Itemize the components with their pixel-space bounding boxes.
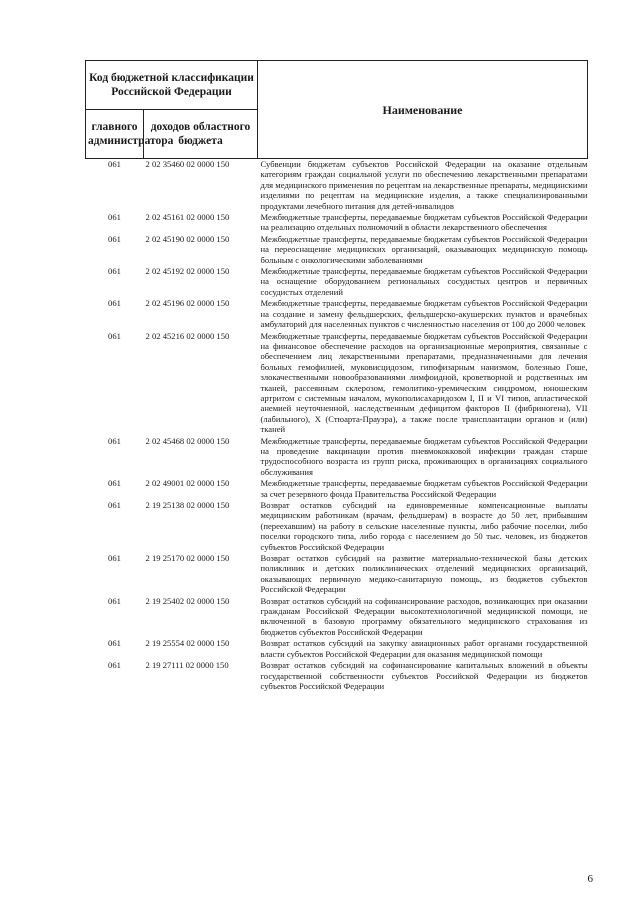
admin-code-cell: 061: [108, 500, 121, 510]
header-budget-code-group: Код бюджетной классификации Российской Федерации: [86, 61, 258, 110]
income-name-cell: Межбюджетные трансферты, передаваемые бюджетам субъектов Российской Федерации на реализацию отдельных полномочий в области лекарственного обеспечения: [260, 212, 588, 233]
budget-classification-table: [85, 60, 588, 692]
table-row: [86, 331, 588, 436]
income-code-cell: 2 02 45161 02 0000 150: [145, 212, 230, 223]
table-body: [86, 159, 588, 693]
page-number: 6: [587, 873, 593, 885]
table-row: [86, 234, 588, 266]
income-name-cell: Возврат остатков субсидий на закупку авиационных работ органами государственной власти субъектов Российской Федерации для оказания медицинской помощи: [260, 638, 588, 659]
income-name-cell: Межбюджетные трансферты, передаваемые бюджетам субъектов Российской Федерации на оснащение оборудованием региональных сосудистых центров и первичных сосудистых отделений: [260, 266, 588, 297]
income-code-cell: 2 19 25554 02 0000 150: [145, 638, 230, 649]
income-name-cell: Возврат остатков субсидий на софинансирование капитальных вложений в объекты государственной собственности субъектов Российской Федерации из бюджетов субъектов Российской Федерации: [260, 660, 588, 691]
table-row: [86, 159, 588, 213]
table-row: [86, 436, 588, 479]
table-row: [86, 266, 588, 298]
income-name-cell: Межбюджетные трансферты, передаваемые бюджетам субъектов Российской Федерации на финансовое обеспечение расходов на организационные мероприятия, связанные с обеспечением лиц лекарственными препаратами, предназначенными для лечения больных гемофилией, муковисцидозом, гипофизарным нанизмом, болезнью Гоше, злокачественными новообразованиями лимфоидной, кроветворной и родственных им тканей, рассеянным склерозом, гемолитико-уремическим синдромом, юношеским артритом с системным началом, мукополисахаридозом I, II и VI типов, апластической анемией неуточненной, наследственным дефицитом факторов II (фибриногена), VII (лабильного), X (Стюарта-Прауэра), а также после трансплантации органов и (или) тканей: [260, 330, 588, 435]
income-code-cell: 2 02 45468 02 0000 150: [145, 435, 230, 446]
income-name-cell: Межбюджетные трансферты, передаваемые бюджетам субъектов Российской Федерации на переоснащение медицинских организаций, оказывающих медицинскую помощь больным с онкологическими заболеваниями: [260, 233, 588, 265]
admin-code-cell: 061: [108, 212, 121, 223]
income-code-cell: 2 02 35460 02 0000 150: [145, 159, 230, 169]
table-header: [86, 61, 588, 159]
income-code-cell: 2 19 25138 02 0000 150: [145, 500, 230, 510]
income-code-cell: 2 02 45192 02 0000 150: [145, 266, 230, 277]
income-code-cell: 2 02 45190 02 0000 150: [145, 233, 230, 244]
income-code-cell: 2 02 45216 02 0000 150: [145, 330, 230, 341]
admin-code-cell: 061: [108, 660, 121, 671]
table-row: [86, 638, 588, 660]
income-name-cell: Возврат остатков субсидий на единовременные компенсационные выплаты медицинским работникам (врачам, фельдшерам) в возрасте до 50 лет, прибывшим (переехавшим) на работу в сельские населенные пункты, либо рабочие поселки, либо поселки городского типа, либо города с населением до 50 тыс. человек, из бюджетов субъектов Российской Федерации: [260, 500, 588, 552]
admin-code-cell: 061: [108, 266, 121, 277]
table-row: [86, 478, 588, 500]
income-code-cell: 2 02 49001 02 0000 150: [145, 478, 230, 489]
admin-code-cell: 061: [108, 595, 121, 606]
income-code-cell: 2 02 45196 02 0000 150: [145, 298, 230, 309]
income-name-cell: Межбюджетные трансферты, передаваемые бюджетам субъектов Российской Федерации за счет резервного фонда Правительства Российской Федерации: [260, 478, 588, 499]
table-row: [86, 500, 588, 553]
income-name-cell: Возврат остатков субсидий на развитие материально-технической базы детских поликлиник и детских поликлинических отделений медицинских организаций, оказывающих первичную медико-санитарную помощь, из бюджетов субъектов Российской Федерации: [260, 553, 588, 595]
income-name-cell: Возврат остатков субсидий на софинансирование расходов, возникающих при оказании гражданам Российской Федерации высокотехнологичной медицинской помощи, не включенной в базовую программу обязательного медицинского страхования из бюджетов субъектов Российской Федерации: [260, 595, 588, 637]
table-row: [86, 660, 588, 692]
admin-code-cell: 061: [108, 553, 121, 564]
admin-code-cell: 061: [108, 435, 121, 446]
table-row: [86, 596, 588, 639]
header-name: Наименование: [258, 61, 588, 159]
income-name-cell: Субвенции бюджетам субъектов Российской Федерации на оказание отдельным категориям граждан социальной услуги по обеспечению лекарственными препаратами для медицинского применения по рецептам на лекарственные препараты, медицинскими изделиями по рецептам на медицинские изделия, а также специализированными продуктами лечебного питания для детей-инвалидов: [260, 159, 588, 211]
table-row: [86, 298, 588, 330]
table-row: [86, 212, 588, 234]
income-name-cell: Межбюджетные трансферты, передаваемые бюджетам субъектов Российской Федерации на проведение вакцинации против пневмококковой инфекции граждан старше трудоспособного возраста из групп риска, проживающих в организациях социального обслуживания: [260, 435, 588, 477]
header-regional-budget-income: доходов областного бюджета: [144, 110, 258, 159]
admin-code-cell: 061: [108, 233, 121, 244]
admin-code-cell: 061: [108, 298, 121, 309]
admin-code-cell: 061: [108, 478, 121, 489]
admin-code-cell: 061: [108, 638, 121, 649]
table-row: [86, 553, 588, 596]
income-code-cell: 2 19 25170 02 0000 150: [145, 553, 230, 564]
admin-code-cell: 061: [108, 330, 121, 341]
header-main-administrator: главного администратора: [86, 110, 144, 159]
admin-code-cell: 061: [108, 159, 121, 169]
income-code-cell: 2 19 25402 02 0000 150: [145, 595, 230, 606]
income-code-cell: 2 19 27111 02 0000 150: [145, 660, 229, 671]
income-name-cell: Межбюджетные трансферты, передаваемые бюджетам субъектов Российской Федерации на создание и замену фельдшерских, фельдшерско-акушерских пунктов и врачебных амбулаторий для населенных пунктов с численностью населения от 100 до 2000 человек: [260, 298, 588, 330]
